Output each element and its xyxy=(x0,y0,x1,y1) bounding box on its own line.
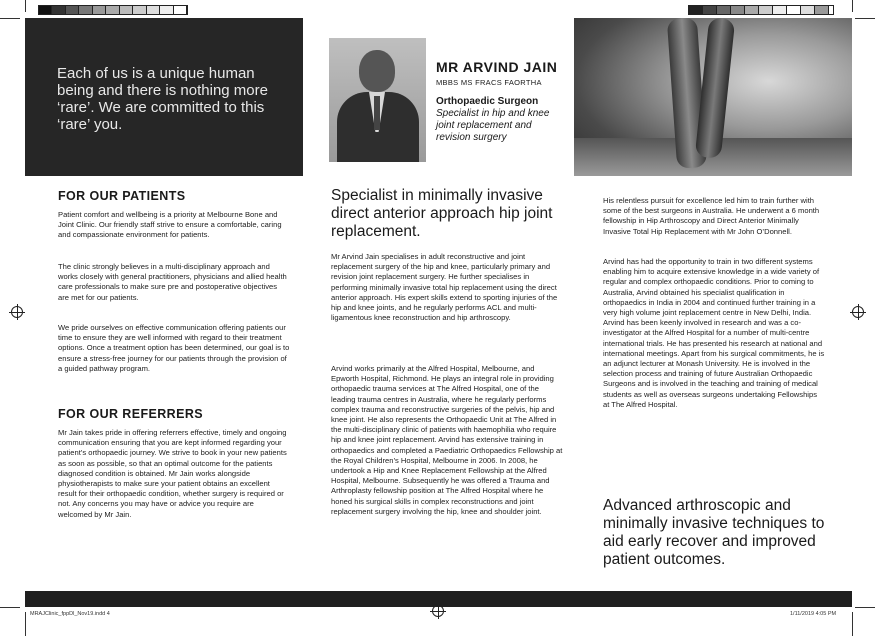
patients-heading: FOR OUR PATIENTS xyxy=(58,189,186,203)
crop-mark xyxy=(25,612,26,636)
crop-mark xyxy=(855,18,875,19)
doctor-specialty: Specialist in hip and knee joint replacement and revision surgery xyxy=(436,108,550,143)
runner-photo xyxy=(574,18,852,176)
footer-timestamp: 1/11/2019 4:05 PM xyxy=(790,611,837,617)
crop-mark xyxy=(855,607,875,608)
crop-mark xyxy=(852,0,853,12)
registration-mark-icon xyxy=(11,306,23,318)
doctor-photo xyxy=(329,38,426,162)
referrers-paragraph: Mr Jain takes pride in offering referrers effective, timely and ongoing communication ensuring that you are kept informed regarding your patient’s orthopaedic journey. We strive to book in your new patients as soon as possible, so that an optimal outcome for the patients diagnosed condition is obtained. Mr Jain works alongside physiotherapists to make sure your patient obtains an excellent result for their orthopaedic condition, whether surgery is required or not. Any concerns you may have or advice you require are welcomed by Mr Jain. xyxy=(58,428,287,519)
referrers-heading: FOR OUR REFERRERS xyxy=(58,407,204,421)
crop-mark xyxy=(25,0,26,12)
crop-mark xyxy=(0,607,20,608)
middle-paragraph: Arvind works primarily at the Alfred Hospital, Melbourne, and Epworth Hospital, Richmond. He plays an integral role in providing orthopaedic trauma services at The Alfred Hospital, one of the leading trauma centres in Australia, where he regularly performs complex trauma and reconstructive surgeries of the pelvis, hip and knee joint. He also represents the Orthopaedic Unit at The Alfred in the multi-disciplinary clinic of patients with haemophilia who require hip and knee joint replacement. Arvind has extensive training in orthopaedics and completed a Paediatric Orthopaedics Fellowship at the Royal Children’s Hospital, Melbourne in 2006. In 2008, he undertook a Hip and Knee Replacement Fellowship at the Alfred Hospital, Melbourne. Subsequently he was offered a Trauma and Arthroplasty fellowship position at The Alfred Hospital where he honed his surgical skills in complex reconstructions and joint replacement surgery involving the hip, knee and shoulder joint. xyxy=(331,364,563,516)
doctor-name: MR ARVIND JAIN xyxy=(436,59,558,75)
bottom-bar xyxy=(25,591,852,607)
registration-mark-icon xyxy=(852,306,864,318)
doctor-qualifications: MBBS MS FRACS FAORTHA xyxy=(436,78,542,87)
color-bar-right xyxy=(688,5,834,15)
color-bar-left xyxy=(38,5,188,15)
patients-paragraph: The clinic strongly believes in a multi-disciplinary approach and works closely with general practitioners, physicians and allied health care professionals to make sure pre and postoperative objectives are met for our patients. xyxy=(58,262,287,302)
middle-heading: Specialist in minimally invasive direct anterior approach hip joint replacement. xyxy=(331,187,553,240)
right-paragraph: Arvind has had the opportunity to train in two different systems enabling him to acquire extensive knowledge in a wide variety of regular and complex orthopaedic conditions. Prior to coming to Australia, Arvind obtained his specialist qualification in orthopaedics in India in 2004 and continued further training in a very high volume joint replacement centre in New Delhi, India. Arvind has been keenly involved in research and was a co-investigator at the Alfred Hospital for a number of multi-centre international trials. He has presented his research at national and international meetings. Apart from his surgical commitments, he is an adjunct lecturer at Monash University. He is involved in the selection process and training of future Australian Orthopaedic Surgeons and is involved in the teaching and training of medical students as well as overseas surgeons undertaking Fellowships at The Alfred Hospital. xyxy=(603,257,825,409)
crop-mark xyxy=(0,18,20,19)
patients-paragraph: We pride ourselves on effective communication offering patients our time to ensure they are well informed with regard to their treatment options. Once a treatment option has been determined, our goal is to ensure a stress-free journey for our patients through the provision of a guided pathway program. xyxy=(58,323,290,373)
middle-paragraph: Mr Arvind Jain specialises in adult reconstructive and joint replacement surgery of the hip and knee, particularly primary and revision joint replacement surgery. He further specialises in performing minimally invasive total hip replacement using the direct anterior approach. His expert skills extend to sporting injuries of the hip and knee joints, and he regularly performs ACL and multi-ligamentous knee reconstruction and hip arthroscopy. xyxy=(331,252,558,323)
right-paragraph: His relentless pursuit for excellence led him to train further with some of the best surgeons in Australia. He underwent a 6 month fellowship in Hip Arthroscopy and Direct Anterior Minimally Invasive Total Hip Replacement with Mr John O’Donnell. xyxy=(603,196,820,236)
closing-statement: Advanced arthroscopic and minimally invasive techniques to aid early recover and improved patient outcomes. xyxy=(603,497,825,568)
doctor-role: Orthopaedic Surgeon xyxy=(436,96,539,107)
crop-mark xyxy=(852,612,853,636)
footer-file-info: MRAJClinic_fppDl_Nov19.indd 4 xyxy=(30,611,110,617)
patients-paragraph: Patient comfort and wellbeing is a priority at Melbourne Bone and Joint Clinic. Our friendly staff strive to ensure a comfortable, caring and compassionate environment for patients. xyxy=(58,210,282,240)
quote-text: Each of us is a unique human being and there is nothing more ‘rare’. We are committed to this ‘rare’ you. xyxy=(57,65,268,133)
